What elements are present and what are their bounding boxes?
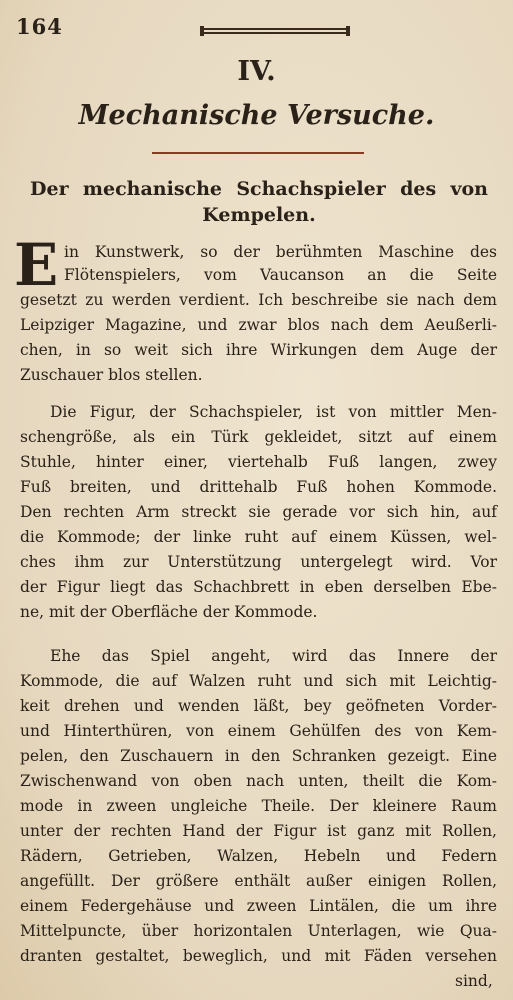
- text-line: unter der rechten Hand der Figur ist ganz mit Rollen,: [20, 822, 497, 840]
- text-line: einem Federgehäuse und zween Lintälen, die um ihre: [20, 897, 497, 915]
- title-rule: [152, 152, 364, 154]
- text-line: gesetzt zu werden verdient. Ich beschreibe sie nach dem: [20, 291, 497, 309]
- text-line: angefüllt. Der größere enthält außer einigen Rollen,: [20, 872, 497, 890]
- text-line: dranten gestaltet, beweglich, und mit Fäden versehen: [20, 947, 497, 965]
- text-line: Mittelpuncte, über horizontalen Unterlagen, wie Qua-: [20, 922, 497, 940]
- text-line: Stuhle, hinter einer, viertehalb Fuß langen, zwey: [20, 453, 497, 471]
- page-number: 164: [16, 14, 63, 39]
- text-line: und Hinterthüren, von einem Gehülfen des von Kem-: [20, 722, 497, 740]
- text-line: Zwischenwand von oben nach unten, theilt die Kom-: [20, 772, 497, 790]
- text-line: keit drehen und wenden läßt, bey geöfneten Vorder-: [20, 697, 497, 715]
- text-line: Den rechten Arm streckt sie gerade vor sich hin, auf: [20, 503, 497, 521]
- text-line: sind,: [455, 972, 493, 990]
- text-line: Die Figur, der Schachspieler, ist von mittler Men-: [50, 403, 497, 421]
- chapter-title: Mechanische Versuche.: [78, 100, 435, 131]
- text-line: die Kommode; der linke ruht auf einem Küssen, wel-: [20, 528, 497, 546]
- chapter-number: IV.: [237, 56, 276, 87]
- text-line: Zuschauer blos stellen.: [20, 366, 203, 384]
- text-line: ne, mit der Oberfläche der Kommode.: [20, 603, 318, 621]
- text-line: Flötenspielers, vom Vaucanson an die Seite: [64, 266, 497, 284]
- text-line: der Figur liegt das Schachbrett in eben derselben Ebe-: [20, 578, 497, 596]
- text-line: Fuß breiten, und drittehalb Fuß hohen Kommode.: [20, 478, 497, 496]
- text-line: Leipziger Magazine, und zwar blos nach dem Aeußerli-: [20, 316, 497, 334]
- drop-cap: E: [14, 231, 59, 299]
- text-line: pelen, den Zuschauern in den Schranken gezeigt. Eine: [20, 747, 497, 765]
- section-heading: Der mechanische Schachspieler des von Kempelen.: [30, 178, 488, 226]
- text-line: mode in zween ungleiche Theile. Der kleinere Raum: [20, 797, 497, 815]
- ornament-rule: [200, 26, 350, 36]
- text-line: Kommode, die auf Walzen ruht und sich mit Leichtig-: [20, 672, 497, 690]
- text-line: ches ihm zur Unterstützung untergelegt wird. Vor: [20, 553, 497, 571]
- text-line: schengröße, als ein Türk gekleidet, sitzt auf einem: [20, 428, 497, 446]
- text-line: in Kunstwerk, so der berühmten Maschine des: [64, 243, 497, 261]
- text-line: Rädern, Getrieben, Walzen, Hebeln und Federn: [20, 847, 497, 865]
- text-line: Ehe das Spiel angeht, wird das Innere der: [50, 647, 497, 665]
- text-line: chen, in so weit sich ihre Wirkungen dem Auge der: [20, 341, 497, 359]
